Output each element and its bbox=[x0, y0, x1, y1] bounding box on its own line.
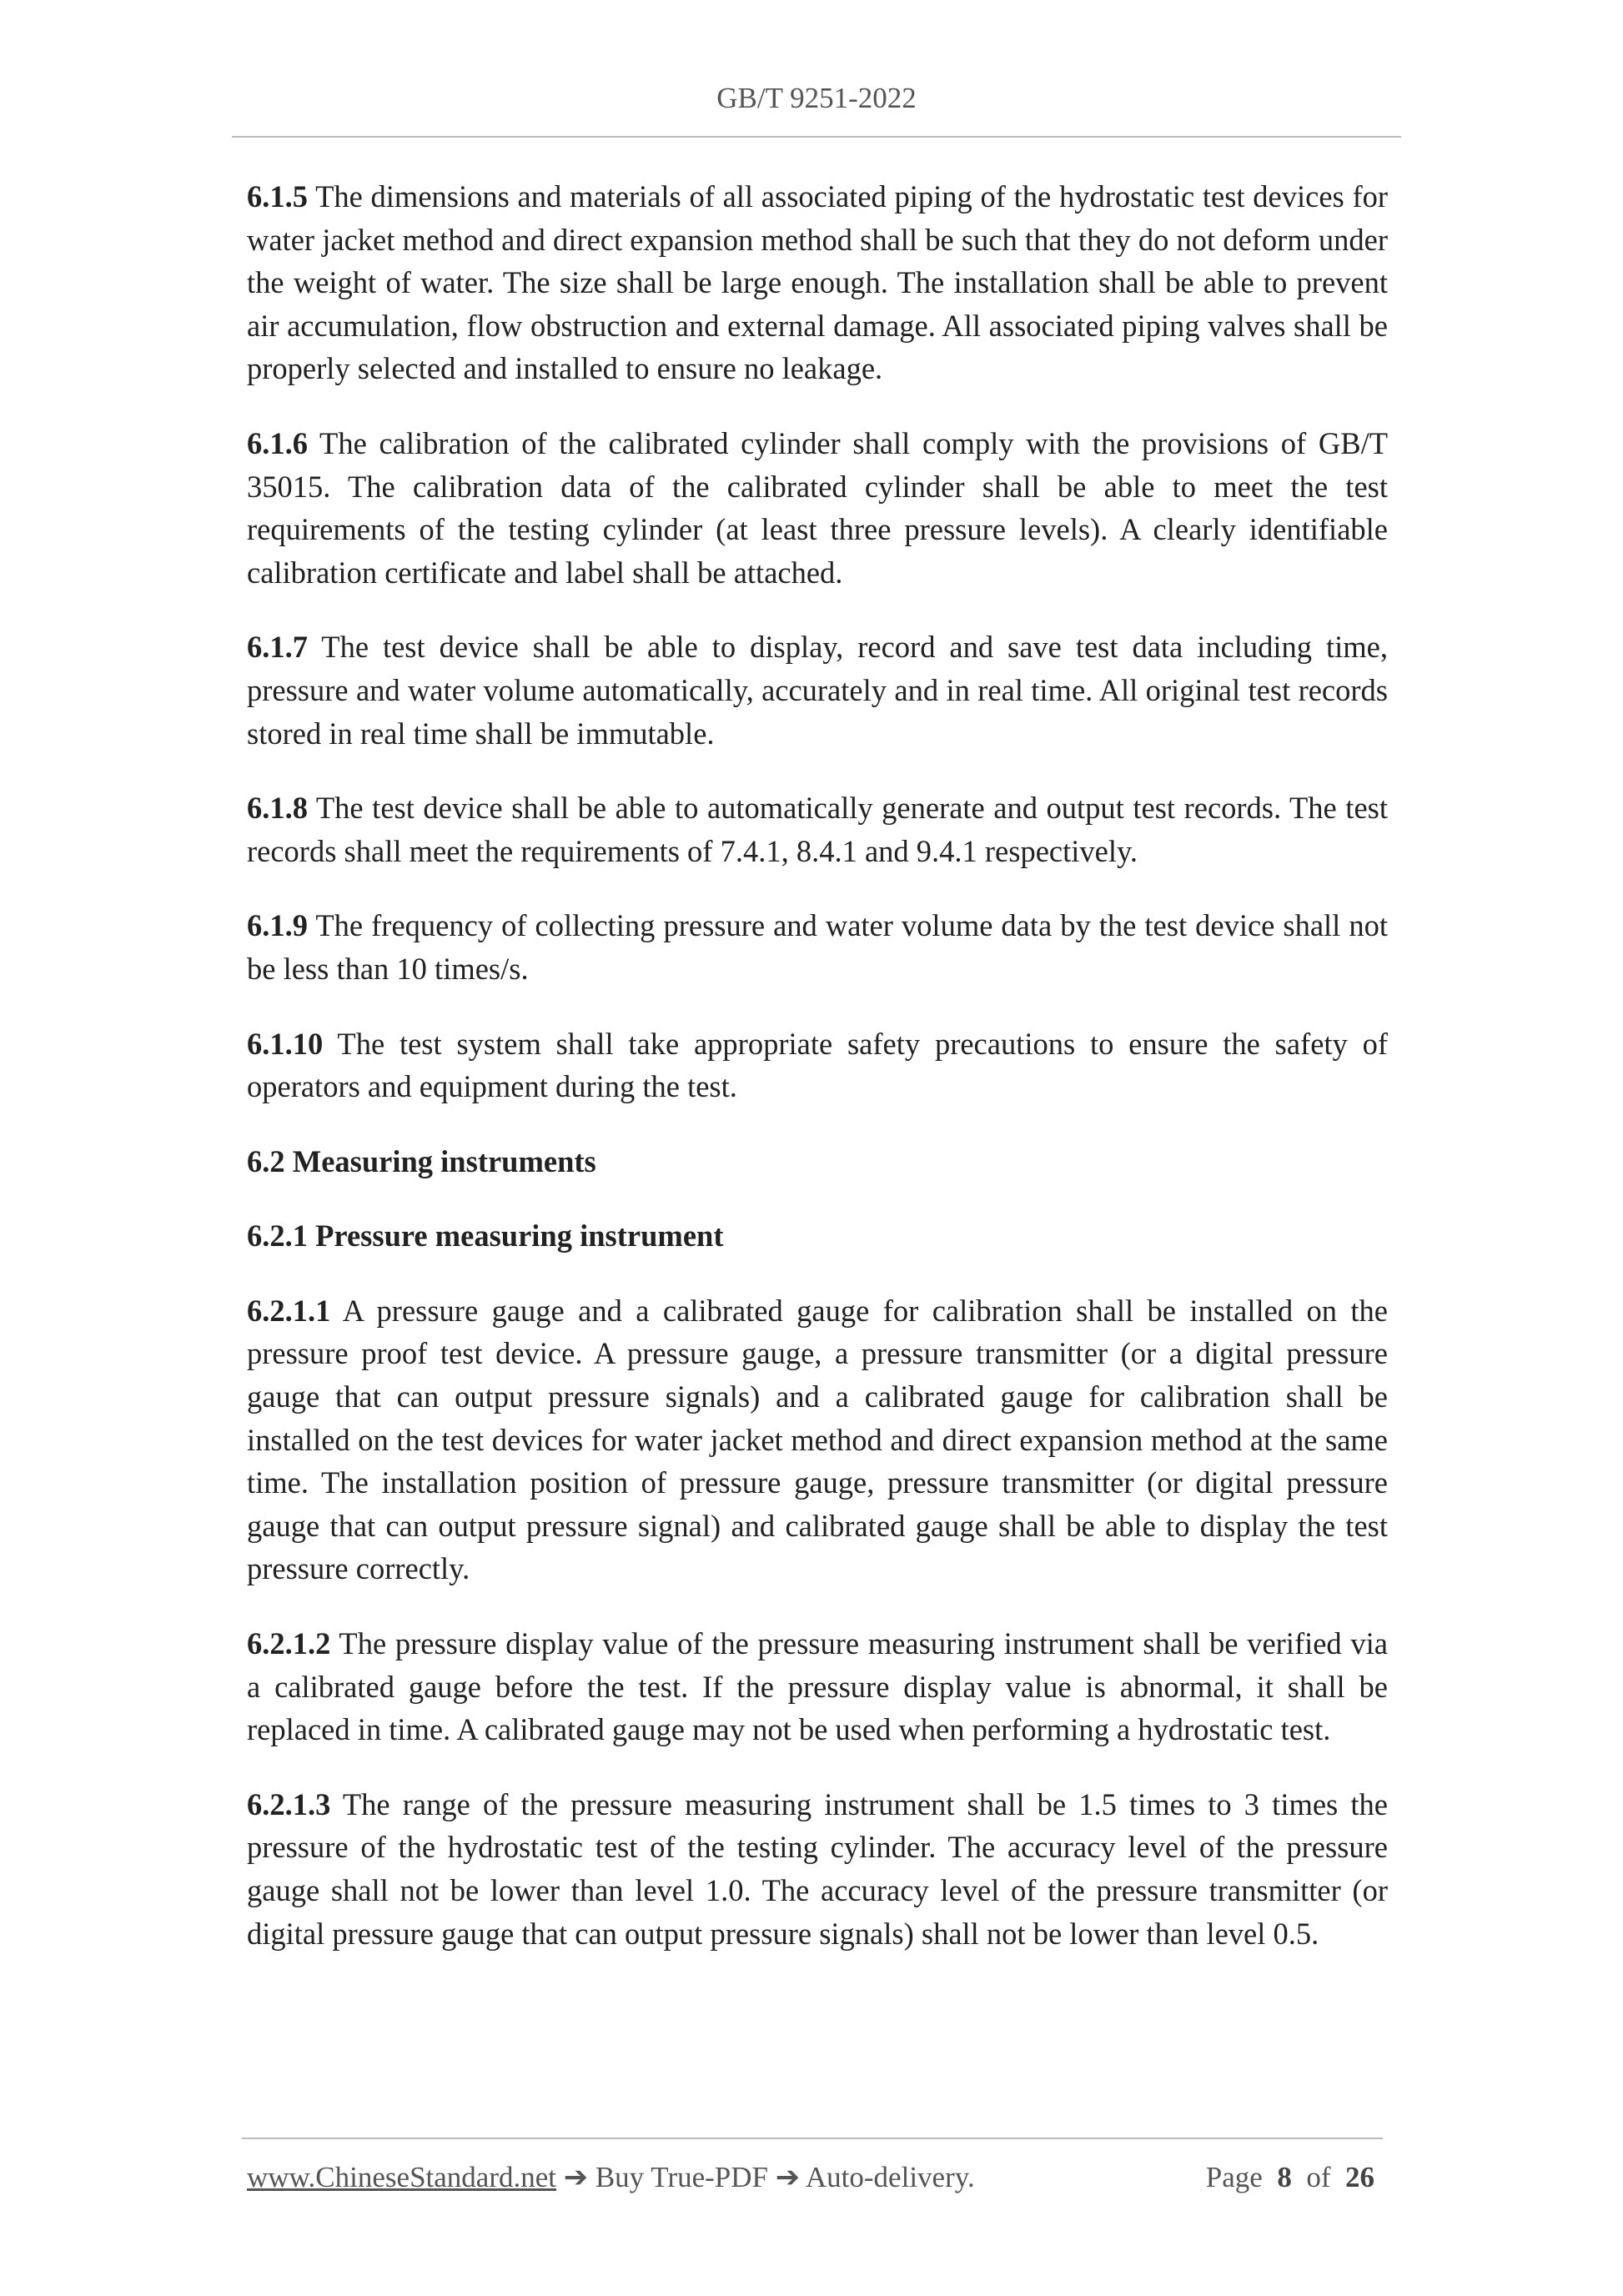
document-header bbox=[232, 80, 1401, 117]
document-body bbox=[247, 175, 1388, 1987]
clause-number: 6.1.7 bbox=[247, 630, 308, 665]
clause-text: The calibration of the calibrated cylinder shall comply with the provisions of GB/T 35015. The calibration data of the calibrated cylinder shall be able to meet the test requirements of the testing cylinder (at least three pressure levels). A clearly identifiable calibration certificate and label shall be attached. bbox=[247, 425, 1389, 590]
page-number: 8 bbox=[1277, 2161, 1292, 2193]
standard-number: GB/T 9251-2022 bbox=[716, 82, 917, 114]
clause-number: 6.2.1.3 bbox=[247, 1786, 331, 1821]
section-heading-6-2-1: 6.2.1 Pressure measuring instrument bbox=[247, 1218, 724, 1254]
clause-text: The test device shall be able to automatically generate and output test records. The test records shall meet the requirements of 7.4.1, 8.4.1 and 9.4.1 respectively. bbox=[247, 791, 1388, 868]
auto-delivery-text: Auto-delivery. bbox=[805, 2161, 975, 2193]
clause-6-1-7 bbox=[247, 625, 1388, 755]
page-total: 26 bbox=[1345, 2161, 1374, 2193]
buy-true-pdf-text: Buy True-PDF bbox=[595, 2161, 768, 2193]
clause-number: 6.2.1.1 bbox=[247, 1293, 331, 1328]
clause-number: 6.1.9 bbox=[247, 908, 308, 943]
clause-text: The test system shall take appropriate safety precautions to ensure the safety of operators and equipment during the test. bbox=[247, 1026, 1389, 1104]
clause-6-1-5 bbox=[247, 175, 1388, 390]
page-label: Page bbox=[1205, 2161, 1263, 2193]
of-label: of bbox=[1306, 2161, 1331, 2193]
clause-number: 6.1.10 bbox=[247, 1026, 324, 1061]
arrow-icon: ➔ bbox=[563, 2161, 589, 2193]
clause-6-2-1-1 bbox=[247, 1289, 1388, 1590]
clause-text: A pressure gauge and a calibrated gauge for calibration shall be installed on the pressure proof test device. A pressure gauge, a pressure transmitter (or a digital pressure gauge that can output pressure signals) and a calibrated gauge for calibration shall be installed on the test devices for water jacket method and direct expansion method at the same time. The installation position of pressure gauge, pressure transmitter (or digital pressure gauge that can output pressure signal) and calibrated gauge shall be able to display the test pressure correctly. bbox=[247, 1293, 1388, 1586]
page-footer bbox=[247, 2158, 1381, 2197]
clause-6-2-1-2 bbox=[247, 1622, 1388, 1751]
clause-number: 6.1.6 bbox=[247, 425, 308, 460]
clause-text: The dimensions and materials of all associated piping of the hydrostatic test devices for water jacket method and direct expansion method shall be such that they do not deform under the weight of water. The size shall be large enough. The installation shall be able to prevent air accumulation, flow obstruction and external damage. All associated piping valves shall be properly selected and installed to ensure no leakage. bbox=[247, 179, 1388, 386]
clause-6-1-8 bbox=[247, 786, 1388, 872]
arrow-icon: ➔ bbox=[775, 2161, 801, 2193]
page-indicator bbox=[1206, 2158, 1374, 2197]
clause-6-1-9 bbox=[247, 904, 1388, 990]
header-divider bbox=[232, 136, 1401, 138]
clause-text: The range of the pressure measuring instrument shall be 1.5 times to 3 times the pressure of the hydrostatic test of the testing cylinder. The accuracy level of the pressure gauge shall not be lower than level 1.0. The accuracy level of the pressure transmitter (or digital pressure gauge that can output pressure signals) shall not be lower than level 0.5. bbox=[247, 1786, 1388, 1951]
website-link[interactable]: www.ChineseStandard.net bbox=[247, 2161, 556, 2193]
clause-6-1-10 bbox=[247, 1022, 1388, 1108]
clause-text: The pressure display value of the pressure measuring instrument shall be verified via a calibrated gauge before the test. If the pressure display value is abnormal, it shall be replaced in time. A calibrated gauge may not be used when performing a hydrostatic test. bbox=[247, 1626, 1388, 1747]
clause-6-1-6 bbox=[247, 422, 1388, 594]
clause-number: 6.2.1.2 bbox=[247, 1626, 331, 1661]
clause-6-2-1-3 bbox=[247, 1783, 1388, 1955]
clause-number: 6.1.8 bbox=[247, 791, 308, 826]
clause-number: 6.1.5 bbox=[247, 179, 308, 214]
footer-divider bbox=[242, 2138, 1383, 2139]
clause-text: The test device shall be able to display, record and save test data including time, pressure and water volume automatically, accurately and in real time. All original test records stored in real time shall be immutable. bbox=[247, 630, 1388, 751]
section-heading-6-2: 6.2 Measuring instruments bbox=[247, 1143, 596, 1178]
clause-text: The frequency of collecting pressure and water volume data by the test device shall not be less than 10 times/s. bbox=[247, 908, 1388, 986]
